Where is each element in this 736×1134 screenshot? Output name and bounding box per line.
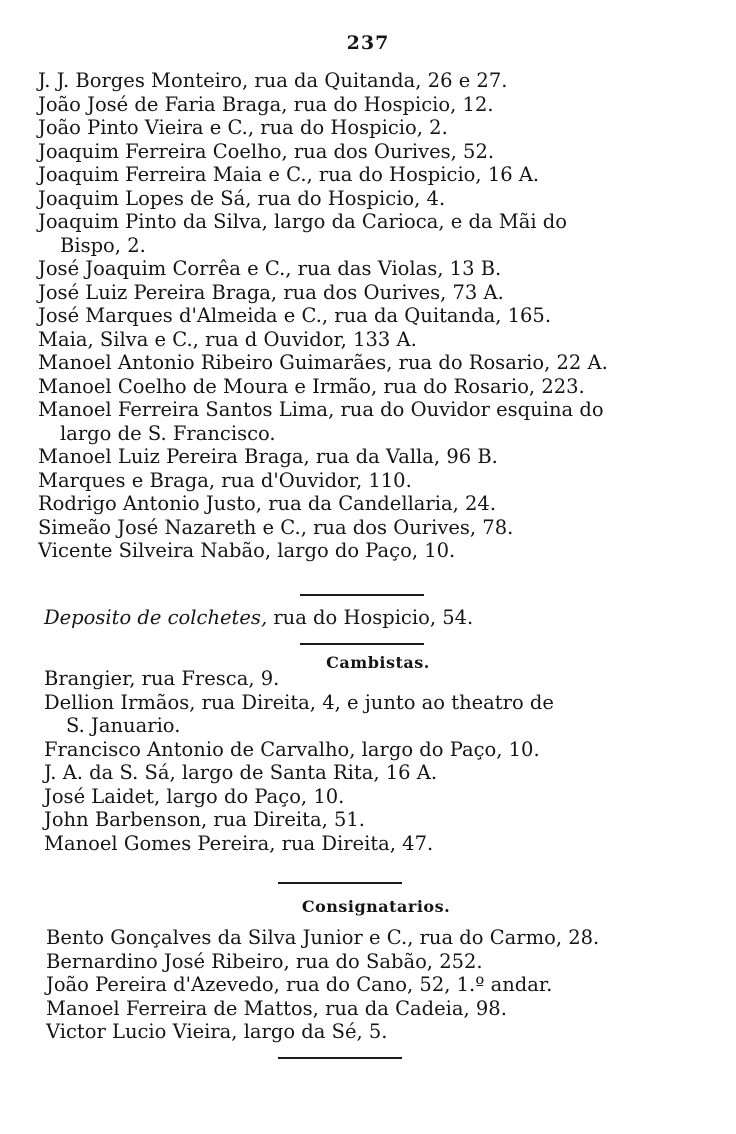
page-number: 237: [346, 32, 390, 54]
list-item: Manoel Gomes Pereira, rua Direita, 47.: [44, 831, 434, 855]
list-item: Francisco Antonio de Carvalho, largo do Paço, 10.: [44, 737, 540, 761]
list-item: Dellion Irmãos, rua Direita, 4, e junto ao theatro de S. Januario.: [44, 690, 554, 737]
list-item: J. J. Borges Monteiro, rua da Quitanda, 26 e 27.: [38, 69, 508, 92]
list-item: Victor Lucio Vieira, largo da Sé, 5.: [46, 1020, 388, 1043]
section-divider: [300, 594, 424, 596]
list-item: Vicente Silveira Nabão, largo do Paço, 10.: [38, 539, 456, 562]
list-item: João José de Faria Braga, rua do Hospicio, 12.: [38, 92, 494, 116]
list-item: José Luiz Pereira Braga, rua dos Ourives, 73 A.: [38, 280, 504, 304]
deposito-entry: [44, 606, 473, 629]
list-item: Rodrigo Antonio Justo, rua da Candellaria, 24.: [38, 492, 497, 515]
list-item: José Marques d'Almeida e C., rua da Quitanda, 165.: [38, 304, 552, 327]
list-item: Marques e Braga, rua d'Ouvidor, 110.: [38, 468, 412, 492]
section-divider: [278, 882, 402, 884]
list-item: J. A. da S. Sá, largo de Santa Rita, 16 A.: [44, 761, 438, 784]
section-heading-consignatarios: Consignatarios.: [301, 897, 451, 916]
merchant-list: [38, 69, 678, 563]
deposito-address: rua do Hospicio, 54.: [267, 606, 474, 629]
list-item: Manoel Antonio Ribeiro Guimarães, rua do Rosario, 22 A.: [38, 351, 608, 374]
list-item: José Laidet, largo do Paço, 10.: [44, 784, 345, 808]
list-item: Bernardino José Ribeiro, rua do Sabão, 252.: [46, 949, 483, 973]
list-item: João Pereira d'Azevedo, rua do Cano, 52, 1.º andar.: [46, 973, 553, 996]
list-item: John Barbenson, rua Direita, 51.: [44, 808, 365, 831]
list-item: Joaquim Ferreira Maia e C., rua do Hospicio, 16 A.: [38, 163, 540, 186]
list-item: Manoel Ferreira Santos Lima, rua do Ouvidor esquina do largo de S. Francisco.: [38, 398, 604, 445]
list-item: José Joaquim Corrêa e C., rua das Violas, 13 B.: [38, 257, 502, 280]
list-item: Joaquim Lopes de Sá, rua do Hospicio, 4.: [38, 186, 446, 210]
list-item: Bento Gonçalves da Silva Junior e C., rua do Carmo, 28.: [46, 926, 600, 949]
cambistas-list: [44, 667, 684, 855]
section-divider: [278, 1057, 402, 1059]
list-item: Joaquim Ferreira Coelho, rua dos Ourives, 52.: [38, 139, 495, 163]
deposito-name: Deposito de colchetes,: [44, 606, 268, 629]
list-item: Manoel Ferreira de Mattos, rua da Cadeia, 98.: [46, 996, 507, 1020]
section-heading-cambistas: Cambistas.: [326, 653, 430, 672]
section-divider: [300, 643, 424, 645]
list-item: Joaquim Pinto da Silva, largo da Carioca, e da Mãi do Bispo, 2.: [38, 210, 568, 257]
consignatarios-list: [46, 926, 686, 1044]
list-item: Maia, Silva e C., rua d Ouvidor, 133 A.: [38, 327, 417, 351]
list-item: João Pinto Vieira e C., rua do Hospicio, 2.: [38, 116, 448, 139]
list-item: Brangier, rua Fresca, 9.: [44, 667, 280, 690]
list-item: Manoel Coelho de Moura e Irmão, rua do Rosario, 223.: [38, 374, 585, 398]
list-item: Manoel Luiz Pereira Braga, rua da Valla, 96 B.: [38, 445, 498, 468]
list-item: Simeão José Nazareth e C., rua dos Ourives, 78.: [38, 515, 514, 539]
